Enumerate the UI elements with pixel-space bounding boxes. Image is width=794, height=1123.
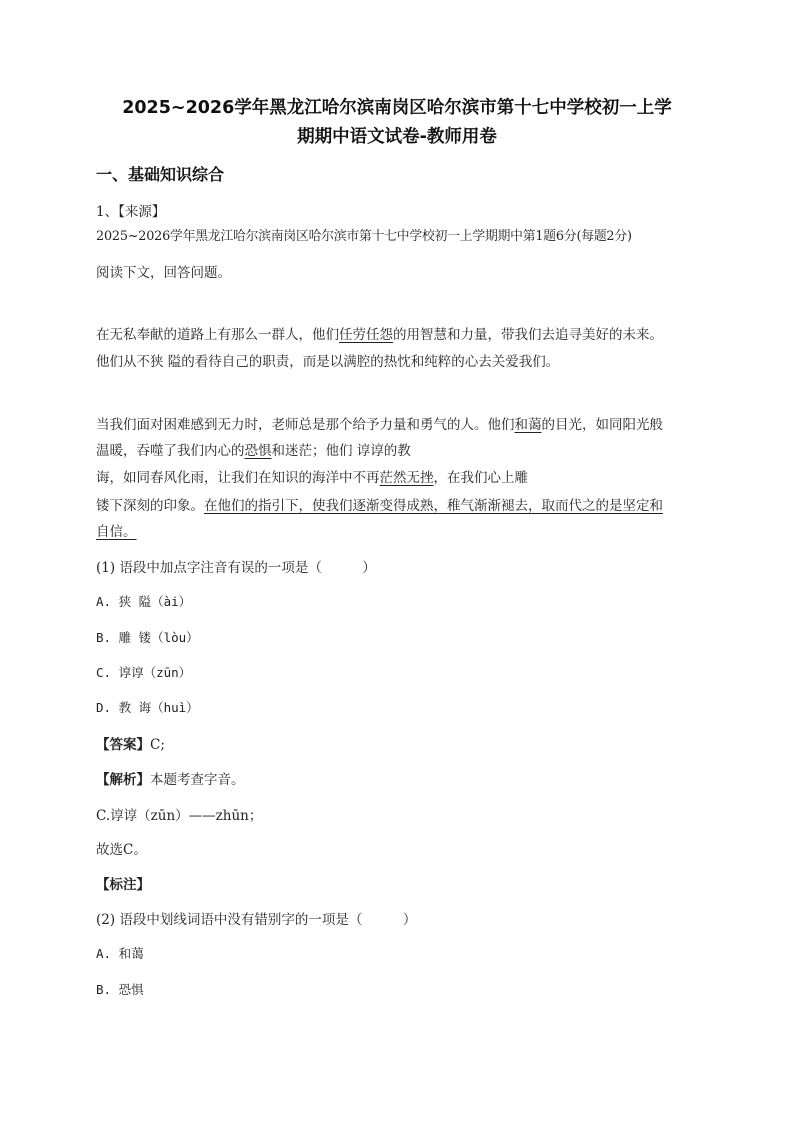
conclusion: 故选C。 bbox=[96, 842, 147, 858]
note-label: 【标注】 bbox=[96, 877, 150, 893]
question-1-source: 2025~2026学年黑龙江哈尔滨南岗区哈尔滨市第十七中学校初一上学期期中第1题6分(每题2分) bbox=[96, 229, 632, 244]
text-segment: 当我们面对困难感到无力时，老师总是那个给予力量和勇气的人。他们 bbox=[96, 417, 515, 433]
underlined-word: 茫然无挫 bbox=[379, 470, 434, 486]
passage-p2-line4 bbox=[96, 494, 663, 514]
analysis-detail: C.谆谆（zūn）——zhūn； bbox=[96, 808, 263, 824]
option-a: A. 和蔼 bbox=[96, 946, 144, 961]
passage-p2-line1 bbox=[96, 413, 663, 433]
underlined-sentence: 自信。 bbox=[96, 524, 137, 540]
option-a: A. 狭 隘（ài） bbox=[96, 594, 192, 609]
analysis-row bbox=[96, 768, 245, 788]
answer-row bbox=[96, 733, 165, 753]
reading-instruction: 阅读下文，回答问题。 bbox=[96, 265, 231, 281]
text-segment: 温暖，吞噬了我们内心的 bbox=[96, 443, 245, 459]
title-line-1: 2025~2026学年黑龙江哈尔滨南岗区哈尔滨市第十七中学校初一上学 bbox=[122, 98, 672, 118]
text-segment: 的用智慧和力量，带我们去追寻美好的未来。 bbox=[393, 327, 663, 343]
option-c: C. 谆谆（zūn） bbox=[96, 665, 192, 680]
text-segment: ，在我们心上雕 bbox=[433, 470, 528, 486]
text-segment: 和迷茫；他们 谆谆的教 bbox=[271, 443, 411, 459]
sub-question-2: (2) 语段中划线词语中没有错别字的一项是（ ） bbox=[96, 912, 417, 928]
text-segment: 的目光，如同阳光般 bbox=[541, 417, 663, 433]
text-segment: 镂下深刻的印象。 bbox=[96, 498, 204, 514]
analysis-text: 本题考查字音。 bbox=[150, 772, 245, 788]
option-d: D. 教 诲（huì） bbox=[96, 700, 199, 715]
passage-p1-line1 bbox=[96, 323, 663, 343]
option-b: B. 雕 镂（lòu） bbox=[96, 630, 199, 645]
underlined-sentence: 在他们的指引下，使我们逐渐变得成熟，稚气渐渐褪去，取而代之的是坚定和 bbox=[204, 498, 663, 514]
option-b: B. 恐惧 bbox=[96, 982, 144, 997]
title-line-2: 期期中语文试卷-教师用卷 bbox=[297, 127, 497, 147]
analysis-label: 【解析】 bbox=[96, 772, 150, 788]
question-1-label: 1、【来源】 bbox=[96, 204, 166, 220]
underlined-word: 恐惧 bbox=[244, 443, 272, 459]
underlined-word: 和蔼 bbox=[514, 417, 542, 433]
passage-p2-line3 bbox=[96, 466, 528, 486]
underlined-word: 任劳任怨 bbox=[339, 327, 393, 343]
sub-question-1: (1) 语段中加点字注音有误的一项是（ ） bbox=[96, 560, 376, 576]
section-heading: 一、基础知识综合 bbox=[96, 165, 225, 184]
text-segment: 诲，如同春风化雨，让我们在知识的海洋中不再 bbox=[96, 470, 380, 486]
passage-p2-line2 bbox=[96, 439, 411, 459]
passage-p2-line5 bbox=[96, 520, 137, 540]
text-segment: 在无私奉献的道路上有那么一群人，他们 bbox=[96, 327, 339, 343]
passage-p1-line2: 他们从不狭 隘的看待自己的职责，而是以满腔的热忱和纯粹的心去关爱我们。 bbox=[96, 354, 560, 370]
document-title bbox=[60, 94, 734, 152]
answer-value: C; bbox=[150, 737, 165, 753]
answer-label: 【答案】 bbox=[96, 737, 150, 753]
